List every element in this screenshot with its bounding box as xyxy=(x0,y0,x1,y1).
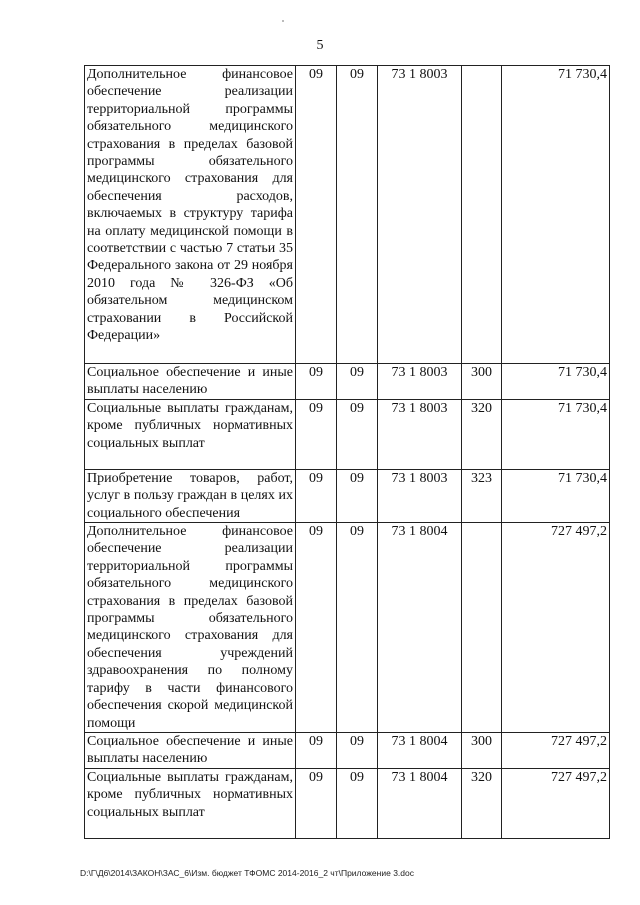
row-subsection: 09 xyxy=(337,523,378,733)
row-amount: 727 497,2 xyxy=(502,523,610,733)
row-amount: 727 497,2 xyxy=(502,732,610,768)
row-subsection: 09 xyxy=(337,66,378,364)
row-subsection: 09 xyxy=(337,364,378,400)
budget-table xyxy=(84,65,610,839)
table-row xyxy=(85,732,610,768)
table-row xyxy=(85,469,610,522)
row-section: 09 xyxy=(296,399,337,469)
table-row xyxy=(85,66,610,364)
row-expense-type: 323 xyxy=(462,469,502,522)
row-description: Социальные выплаты гражданам, кроме публичных нормативных социальных выплат xyxy=(85,768,296,838)
row-description: Приобретение товаров, работ, услуг в пользу граждан в целях их социального обеспечения xyxy=(85,469,296,522)
scan-speck xyxy=(282,20,284,22)
page-number: 5 xyxy=(316,38,324,53)
row-target-code: 73 1 8004 xyxy=(378,523,462,733)
row-description: Социальное обеспечение и иные выплаты населению xyxy=(85,364,296,400)
row-target-code: 73 1 8004 xyxy=(378,732,462,768)
row-expense-type xyxy=(462,66,502,364)
row-amount: 727 497,2 xyxy=(502,768,610,838)
row-section: 09 xyxy=(296,523,337,733)
row-description: Социальное обеспечение и иные выплаты населению xyxy=(85,732,296,768)
row-description: Дополнительное финансовое обеспечение реализации территориальной программы обязательного медицинского страхования в пределах базовой программы обязательного медицинского страхования для обеспечения учреждений здравоохранения по полному тарифу в части финансового обеспечения скорой медицинской помощи xyxy=(85,523,296,733)
row-expense-type: 320 xyxy=(462,768,502,838)
table-row xyxy=(85,364,610,400)
row-section: 09 xyxy=(296,768,337,838)
table-row xyxy=(85,523,610,733)
row-section: 09 xyxy=(296,364,337,400)
row-amount: 71 730,4 xyxy=(502,364,610,400)
footer-file-path: D:\Г\Д6\2014\ЗАКОН\ЗАС_6\Изм. бюджет ТФОМС 2014-2016_2 чт\Приложение 3.doc xyxy=(80,868,414,878)
row-target-code: 73 1 8004 xyxy=(378,768,462,838)
row-target-code: 73 1 8003 xyxy=(378,66,462,364)
table-row xyxy=(85,768,610,838)
row-section: 09 xyxy=(296,66,337,364)
row-target-code: 73 1 8003 xyxy=(378,399,462,469)
row-amount: 71 730,4 xyxy=(502,399,610,469)
row-section: 09 xyxy=(296,732,337,768)
row-target-code: 73 1 8003 xyxy=(378,364,462,400)
row-amount: 71 730,4 xyxy=(502,469,610,522)
row-target-code: 73 1 8003 xyxy=(378,469,462,522)
row-subsection: 09 xyxy=(337,768,378,838)
table-row xyxy=(85,399,610,469)
row-expense-type: 300 xyxy=(462,732,502,768)
row-description: Дополнительное финансовое обеспечение реализации территориальной программы обязательного медицинского страхования в пределах базовой программы обязательного медицинского страхования для обеспечения расходов, включаемых в структуру тарифа на оплату медицинской помощи в соответствии с частью 7 статьи 35 Федерального закона от 29 ноября 2010 года № 326-ФЗ «Об обязательном медицинском страховании в Российской Федерации» xyxy=(85,66,296,364)
row-subsection: 09 xyxy=(337,399,378,469)
row-expense-type: 320 xyxy=(462,399,502,469)
row-subsection: 09 xyxy=(337,469,378,522)
row-subsection: 09 xyxy=(337,732,378,768)
row-amount: 71 730,4 xyxy=(502,66,610,364)
row-description: Социальные выплаты гражданам, кроме публичных нормативных социальных выплат xyxy=(85,399,296,469)
row-expense-type: 300 xyxy=(462,364,502,400)
row-section: 09 xyxy=(296,469,337,522)
row-expense-type xyxy=(462,523,502,733)
